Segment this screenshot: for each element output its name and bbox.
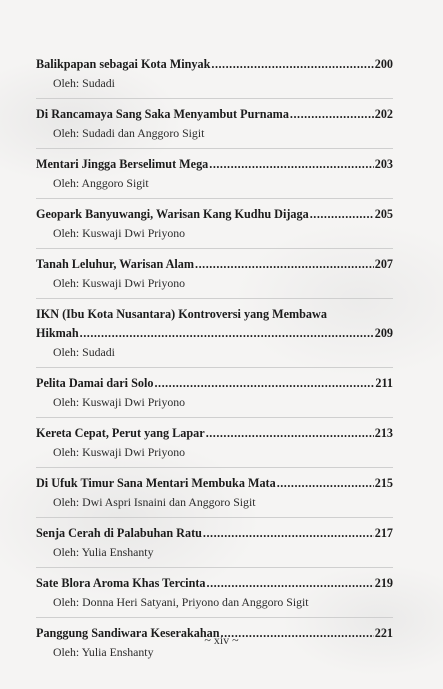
toc-entry[interactable] <box>36 205 393 249</box>
toc-author: Oleh: Donna Heri Satyani, Priyono dan Anggoro Sigit <box>53 595 309 609</box>
dot-leader <box>290 105 374 124</box>
toc-entry[interactable] <box>36 474 393 518</box>
toc-page-number: 207 <box>374 257 393 271</box>
toc-entry[interactable] <box>36 255 393 299</box>
toc-entry[interactable] <box>36 55 393 99</box>
toc-title: Mentari Jingga Berselimut Mega <box>36 157 209 171</box>
toc-title-line <box>36 474 393 493</box>
toc-page-number: 205 <box>374 207 393 221</box>
toc-entry[interactable] <box>36 305 393 368</box>
toc-author: Oleh: Sudadi <box>53 345 115 359</box>
toc-title-line <box>36 105 393 124</box>
toc-page-number: 202 <box>374 107 393 121</box>
toc-author: Oleh: Sudadi dan Anggoro Sigit <box>53 126 205 140</box>
toc-title-line <box>36 524 393 543</box>
toc-title-part-1: IKN (Ibu Kota Nusantara) Kontroversi yang Membawa <box>36 307 327 321</box>
toc-title-line <box>36 55 393 74</box>
toc-title: Sate Blora Aroma Khas Tercinta <box>36 576 206 590</box>
dot-leader <box>310 205 374 224</box>
toc-author: Oleh: Dwi Aspri Isnaini dan Anggoro Sigit <box>53 495 256 509</box>
toc-title-line-1 <box>36 305 393 324</box>
toc-title: Di Ufuk Timur Sana Mentari Membuka Mata <box>36 476 276 490</box>
toc-page-number: 221 <box>374 626 393 640</box>
toc-title: Pelita Damai dari Solo <box>36 376 154 390</box>
toc-page-number: 215 <box>374 476 393 490</box>
toc-author: Oleh: Kuswaji Dwi Priyono <box>53 445 186 459</box>
toc-title: Tanah Leluhur, Warisan Alam <box>36 257 195 271</box>
toc-title: Panggung Sandiwara Keserakahan <box>36 626 220 640</box>
toc-title: Hikmah <box>36 326 79 340</box>
toc-title-line <box>36 424 393 443</box>
toc-entry[interactable] <box>36 374 393 418</box>
dot-leader <box>154 374 374 393</box>
toc-page-number: 211 <box>375 376 393 390</box>
dot-leader <box>209 155 373 174</box>
toc-author: Oleh: Anggoro Sigit <box>53 176 149 190</box>
dot-leader <box>206 424 374 443</box>
dot-leader <box>211 55 373 74</box>
toc-title-line <box>36 155 393 174</box>
toc-title-line <box>36 574 393 593</box>
toc-page-number: 209 <box>374 326 393 340</box>
toc-entry[interactable] <box>36 574 393 618</box>
toc-entry[interactable] <box>36 105 393 149</box>
dot-leader <box>207 574 374 593</box>
toc-title: Balikpapan sebagai Kota Minyak <box>36 57 211 71</box>
toc-author: Oleh: Sudadi <box>53 76 115 90</box>
toc-author: Oleh: Yulia Enshanty <box>53 645 154 659</box>
toc-title-line <box>36 374 393 393</box>
toc-page-number: 200 <box>374 57 393 71</box>
toc-title-line <box>36 205 393 224</box>
toc-page-number: 219 <box>374 576 393 590</box>
table-of-contents <box>36 55 393 673</box>
toc-title: Di Rancamaya Sang Saka Menyambut Purnama <box>36 107 289 121</box>
dot-leader <box>195 255 374 274</box>
toc-entry[interactable] <box>36 524 393 568</box>
toc-author: Oleh: Kuswaji Dwi Priyono <box>53 276 186 290</box>
dot-leader <box>80 324 374 343</box>
toc-page-number: 217 <box>374 526 393 540</box>
toc-title: Kereta Cepat, Perut yang Lapar <box>36 426 205 440</box>
toc-page-number: 203 <box>374 157 393 171</box>
page-footer-number: ~ xiv ~ <box>204 633 239 647</box>
toc-author: Oleh: Kuswaji Dwi Priyono <box>53 395 186 409</box>
toc-entry[interactable] <box>36 155 393 199</box>
dot-leader <box>203 524 374 543</box>
toc-author: Oleh: Yulia Enshanty <box>53 545 154 559</box>
toc-page-number: 213 <box>374 426 393 440</box>
toc-title-line-2 <box>36 324 393 343</box>
toc-title: Senja Cerah di Palabuhan Ratu <box>36 526 202 540</box>
toc-author: Oleh: Kuswaji Dwi Priyono <box>53 226 186 240</box>
toc-entry[interactable] <box>36 424 393 468</box>
toc-title: Geopark Banyuwangi, Warisan Kang Kudhu Dijaga <box>36 207 309 221</box>
toc-title-line <box>36 255 393 274</box>
dot-leader <box>277 474 374 493</box>
